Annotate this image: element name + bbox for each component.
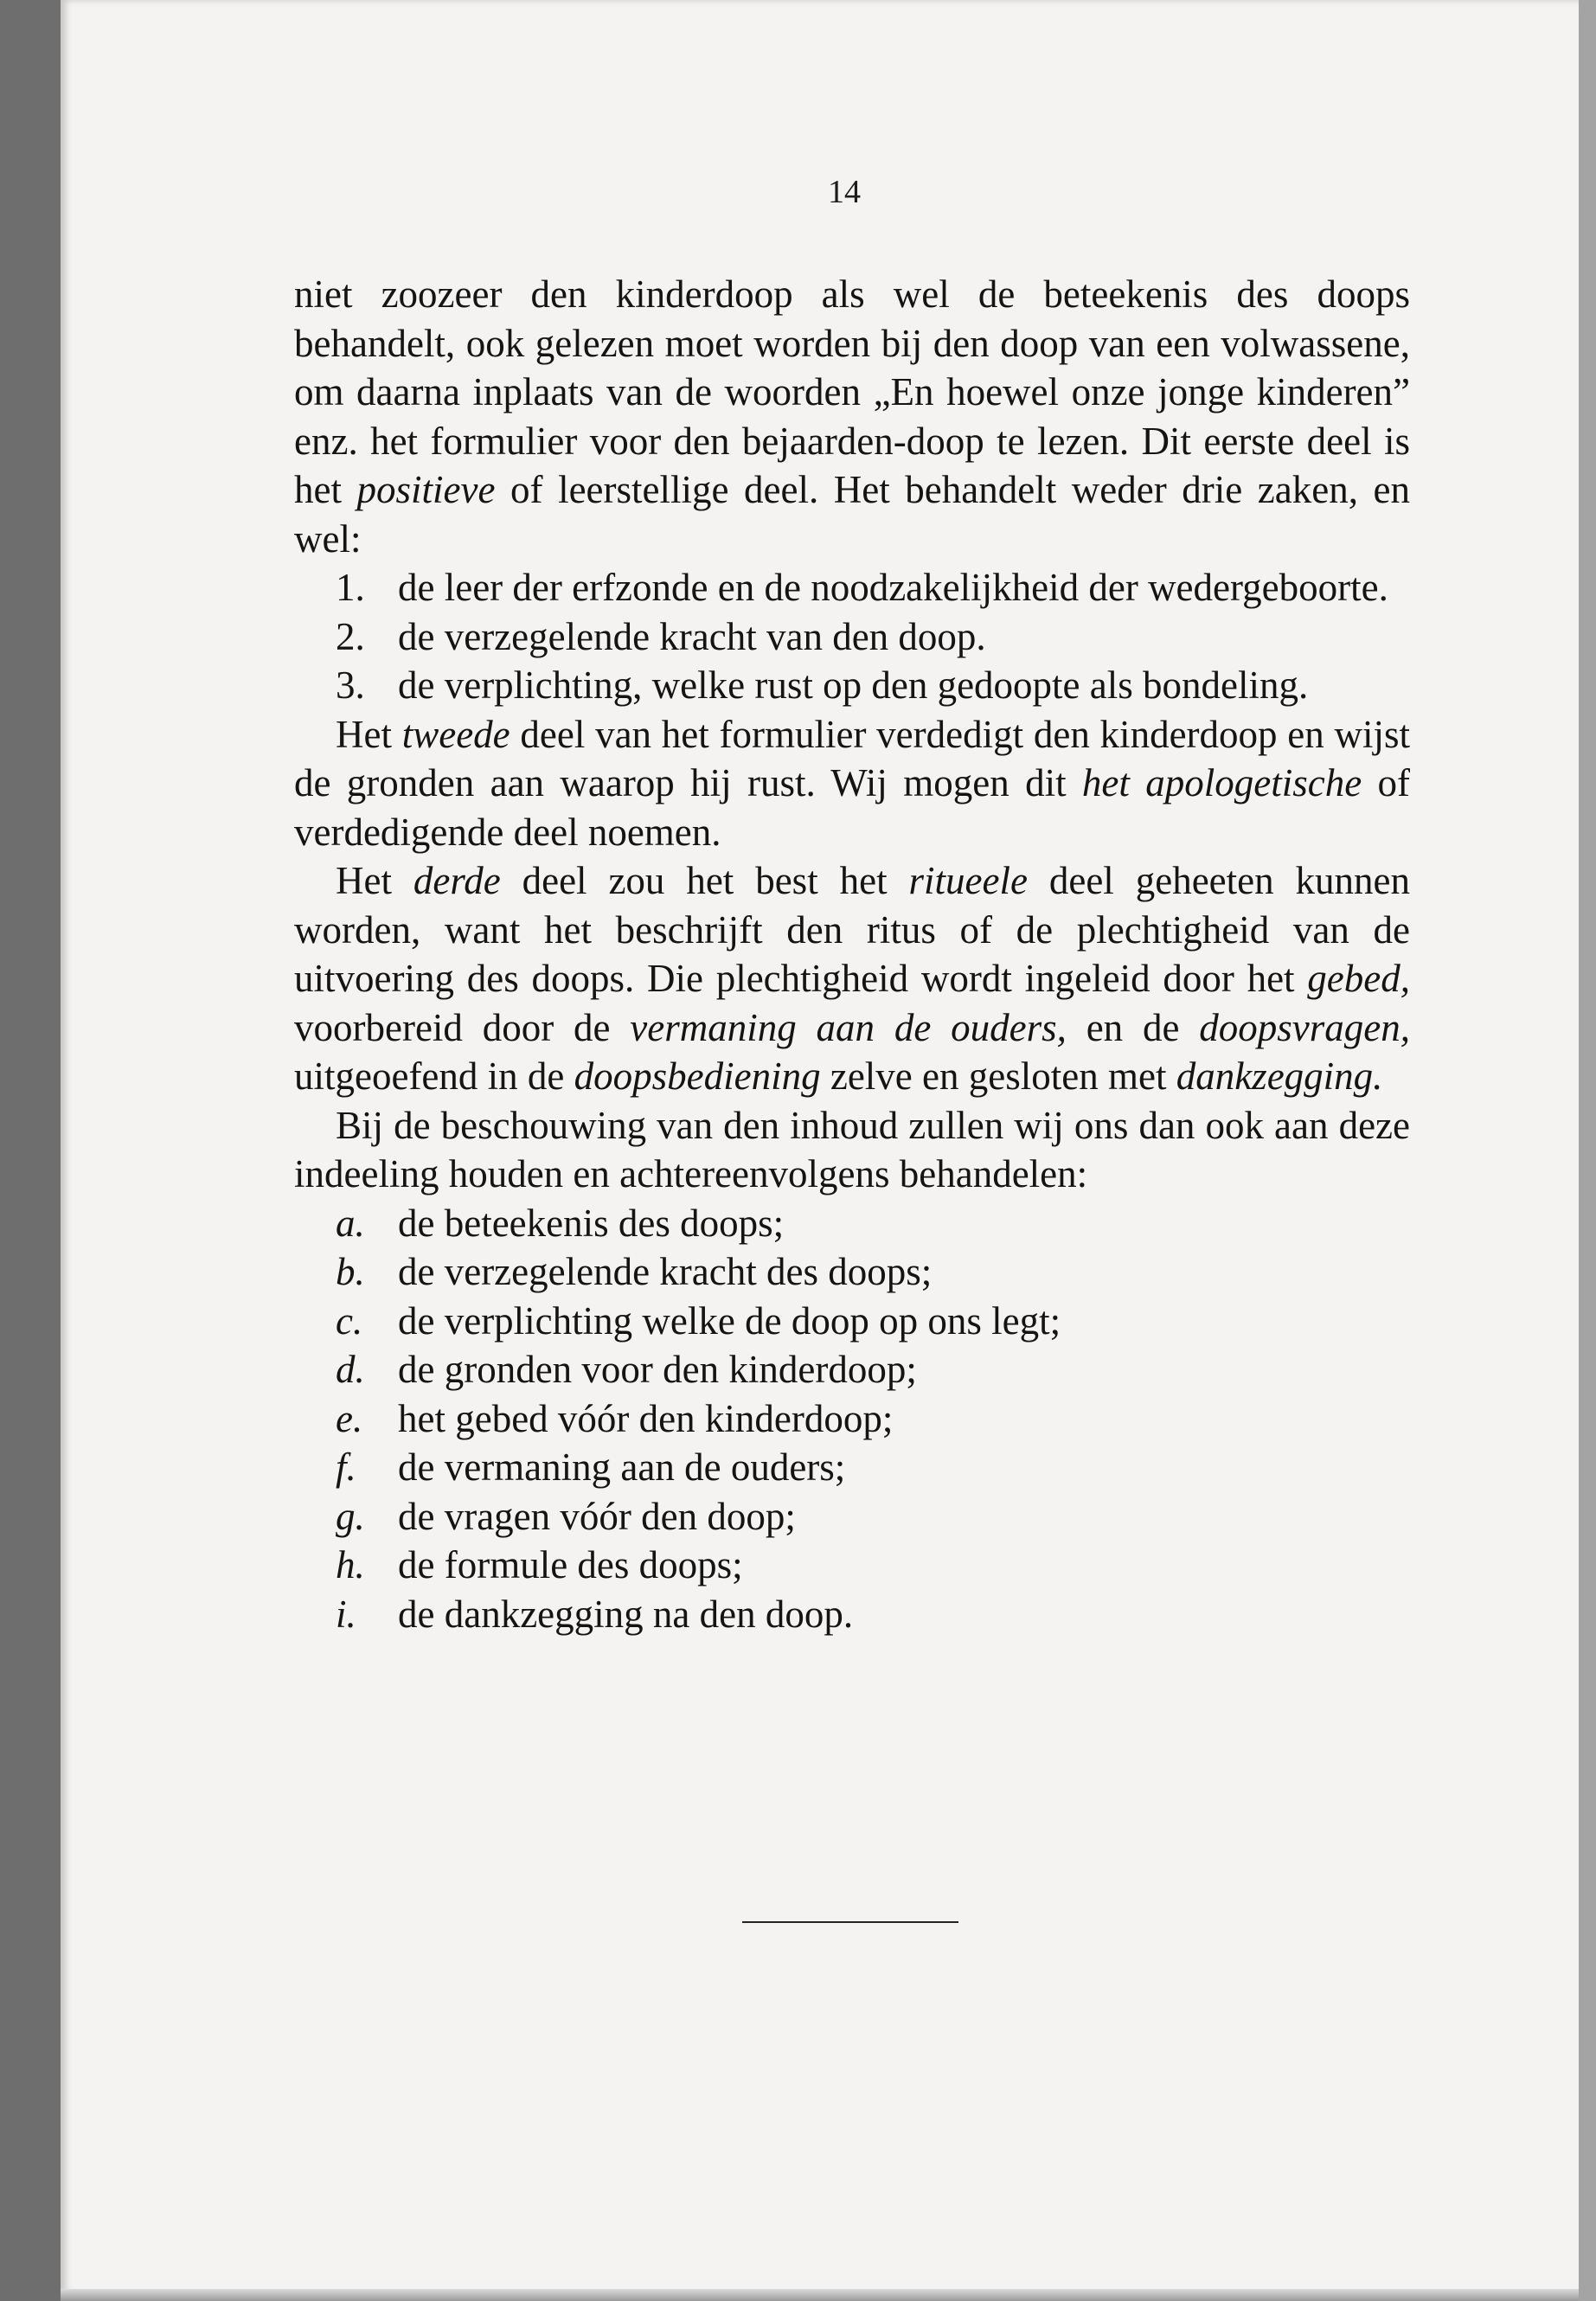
item-letter: a. (336, 1201, 365, 1245)
item-letter: f. (336, 1445, 356, 1489)
lettered-item (294, 1541, 1410, 1590)
paragraph-apologetic-part: Het tweede deel van het formulier verdedigt den kinderdoop en wijst de gronden aan waarop hij rust. Wij mogen dit het apologetische of verdedigende deel noemen. (294, 712, 1410, 854)
item-text: de formule des doops; (398, 1543, 743, 1586)
item-text: de verplichting, welke rust op den gedoopte als bondeling. (398, 663, 1309, 707)
numbered-item (294, 563, 1410, 612)
item-number: 2. (336, 614, 365, 658)
section-divider (742, 1921, 958, 1923)
item-text: de verzegelende kracht van den doop. (398, 614, 986, 658)
lettered-item (294, 1492, 1410, 1541)
page-number: 14 (828, 174, 861, 210)
item-text: de verplichting welke de doop op ons legt; (398, 1298, 1061, 1343)
item-number: 1. (336, 566, 365, 609)
lettered-item (294, 1443, 1410, 1492)
lettered-item (294, 1297, 1410, 1346)
page-edge-shadow (1579, 0, 1596, 2301)
paragraph-ritual-part: Het derde deel zou het best het ritueele deel geheeten kunnen worden, want het beschrijft den ritus of de plechtigheid van de uitvoering des doops. Die plechtigheid wordt ingeleid door het gebed, voorbereid door de vermaning aan de ouders, en de doopsvragen, uitgeoefend in de doopsbediening zelve en gesloten met dankzegging. (294, 859, 1410, 1098)
paragraph-positive-part: niet zoozeer den kinderdoop als wel de beteekenis des doops behandelt, ook gelezen moet worden bij den doop van een volwassene, om daarna inplaats van de woorden „En hoewel onze jonge kinderen” enz. het formulier voor den bejaarden-doop te lezen. Dit eerste deel is het positieve of leerstellige deel. Het behandelt weder drie zaken, en wel: (294, 272, 1410, 561)
item-text: de dankzegging na den doop. (398, 1592, 854, 1636)
item-number: 3. (336, 663, 365, 707)
body-text (294, 270, 1410, 1638)
item-letter: h. (336, 1543, 365, 1586)
item-text: de vermaning aan de ouders; (398, 1445, 846, 1489)
item-text: de gronden voor den kinderdoop; (398, 1348, 917, 1391)
numbered-item (294, 661, 1410, 710)
lettered-item (294, 1345, 1410, 1394)
numbered-item (294, 612, 1410, 662)
item-letter: g. (336, 1494, 365, 1538)
item-text: het gebed vóór den kinderdoop; (398, 1396, 894, 1440)
item-text: de verzegelende kracht des doops; (398, 1250, 933, 1293)
item-letter: b. (336, 1250, 365, 1293)
lettered-item (294, 1590, 1410, 1639)
paragraph-overview: Bij de beschouwing van den inhoud zullen wij ons dan ook aan deze indeeling houden en achtereenvolgens behandelen: (294, 1103, 1410, 1195)
item-letter: i. (336, 1592, 356, 1636)
page-bottom-edge (61, 2289, 1579, 2301)
lettered-item (294, 1199, 1410, 1248)
item-text: de beteekenis des doops; (398, 1201, 785, 1245)
item-text: de leer der erfzonde en de noodzakelijkheid der wedergeboorte. (398, 566, 1388, 609)
item-letter: e. (336, 1396, 363, 1440)
item-letter: d. (336, 1348, 365, 1391)
item-text: de vragen vóór den doop; (398, 1494, 796, 1538)
lettered-item (294, 1247, 1410, 1297)
lettered-item (294, 1394, 1410, 1444)
item-letter: c. (336, 1298, 363, 1343)
